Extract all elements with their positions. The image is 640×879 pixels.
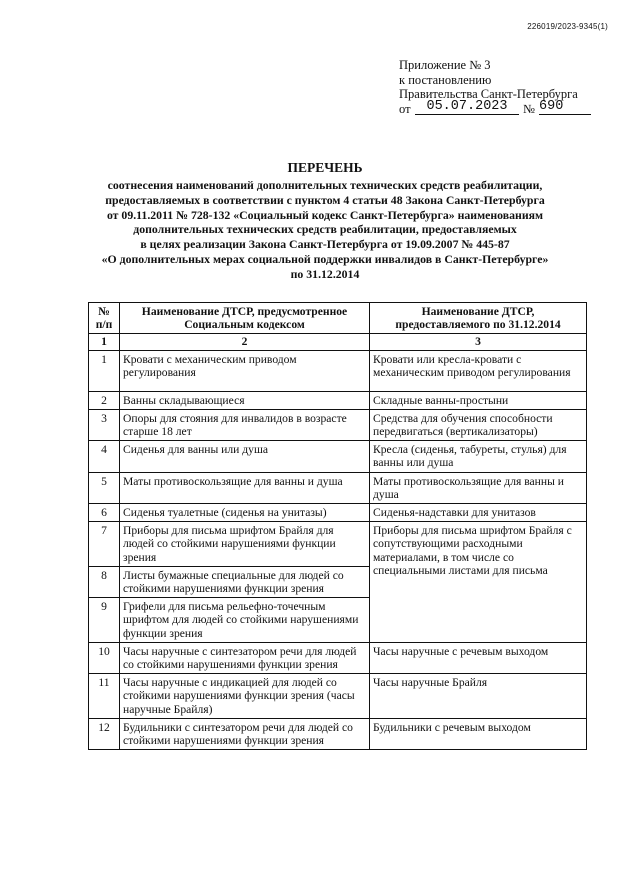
code-name-cell: Сиденья для ванны или душа [120,441,370,472]
document-heading: ПЕРЕЧЕНЬ [287,160,363,175]
code-name-cell: Маты противоскользящие для ванны и душа [120,472,370,503]
appendix-block [399,58,599,118]
header-code-name: Наименование ДТСР, предусмотренное Социальным кодексом [120,303,370,334]
appendix-government: Правительства Санкт-Петербурга [399,87,578,101]
row-number: 12 [89,718,120,749]
code-name-cell: Ванны складывающиеся [120,391,370,409]
header-provided-name: Наименование ДТСР, предоставляемого по 31.12.2014 [370,303,587,334]
provided-name-cell: Часы наручные Брайля [370,674,587,719]
provided-name-cell: Складные ванны-простыни [370,391,587,409]
row-number: 6 [89,504,120,522]
number-prefix: № [523,101,535,116]
table-header-row [89,303,587,334]
code-name-cell: Грифели для письма рельефно-точечным шрифтом для людей со стойкими нарушениями функции зрения [120,598,370,643]
title-line: соотнесения наименований дополнительных технических средств реабилитации, [107,178,543,192]
title-line: по 31.12.2014 [290,266,360,281]
table-row [89,350,587,391]
table-row [89,504,587,522]
appendix-number: Приложение № 3 [399,58,491,72]
row-number: 1 [89,350,120,391]
provided-name-cell: Кресла (сиденья, табуреты, стулья) для ванны или душа [370,441,587,472]
table-row [89,674,587,719]
index-cell: 3 [370,334,587,350]
code-name-cell: Приборы для письма шрифтом Брайля для людей со стойкими нарушениями функции зрения [120,522,370,567]
header-num: № п/п [89,303,120,334]
row-number: 2 [89,391,120,409]
table-row [89,642,587,673]
row-number: 10 [89,642,120,673]
title-line: от 09.11.2011 № 728-132 «Социальный кодекс Санкт-Петербурга» наименованиям [106,207,544,222]
index-cell: 2 [120,334,370,350]
table-row [89,391,587,409]
table-row [89,522,587,567]
row-number: 9 [89,598,120,643]
title-line: «О дополнительных мерах социальной поддержки инвалидов в Санкт-Петербурге» [101,251,549,266]
provided-name-cell: Часы наручные с речевым выходом [370,642,587,673]
code-name-cell: Опоры для стояния для инвалидов в возрасте старше 18 лет [120,409,370,440]
index-cell: 1 [89,334,120,350]
code-name-cell: Часы наручные с индикацией для людей со стойкими нарушениями функции зрения (часы наручные Брайля) [120,674,370,719]
appendix-decree: к постановлению [399,72,492,87]
decree-date: 05.07.2023 [415,100,519,116]
table-index-row [89,334,587,350]
provided-name-cell: Сиденья-надставки для унитазов [370,504,587,522]
title-line: предоставляемых в соответствии с пунктом 4 статьи 48 Закона Санкт-Петербурга [105,192,545,207]
document-id: 226019/2023-9345(1) [527,22,608,31]
row-number: 5 [89,472,120,503]
provided-name-cell: Маты противоскользящие для ванны и душа [370,472,587,503]
code-name-cell: Кровати с механическим приводом регулирования [120,350,370,391]
code-name-cell: Будильники с синтезатором речи для людей со стойкими нарушениями функции зрения [120,718,370,749]
provided-name-cell: Кровати или кресла-кровати с механическим приводом регулирования [370,350,587,391]
provided-name-cell: Приборы для письма шрифтом Брайля с сопутствующими расходными материалами, в том числе со специальными листами для письма [370,522,587,643]
date-prefix: от [399,101,411,116]
provided-name-cell: Будильники с речевым выходом [370,718,587,749]
row-number: 7 [89,522,120,567]
code-name-cell: Часы наручные с синтезатором речи для людей со стойкими нарушениями функции зрения [120,642,370,673]
row-number: 4 [89,441,120,472]
equipment-table [88,302,587,750]
code-name-cell: Сиденья туалетные (сиденья на унитазы) [120,504,370,522]
decree-number: 690 [539,100,591,116]
row-number: 11 [89,674,120,719]
row-number: 3 [89,409,120,440]
title-line: в целях реализации Закона Санкт-Петербурга от 19.09.2007 № 445-87 [140,237,510,252]
table-row [89,472,587,503]
table-row [89,441,587,472]
row-number: 8 [89,566,120,597]
provided-name-cell: Средства для обучения способности передвигаться (вертикализаторы) [370,409,587,440]
title-line: дополнительных технических средств реабилитации, предоставляемых [133,222,517,237]
table-row [89,718,587,749]
code-name-cell: Листы бумажные специальные для людей со стойкими нарушениями функции зрения [120,566,370,597]
appendix-date-line [399,98,599,118]
title-block [80,160,570,282]
table-row [89,409,587,440]
